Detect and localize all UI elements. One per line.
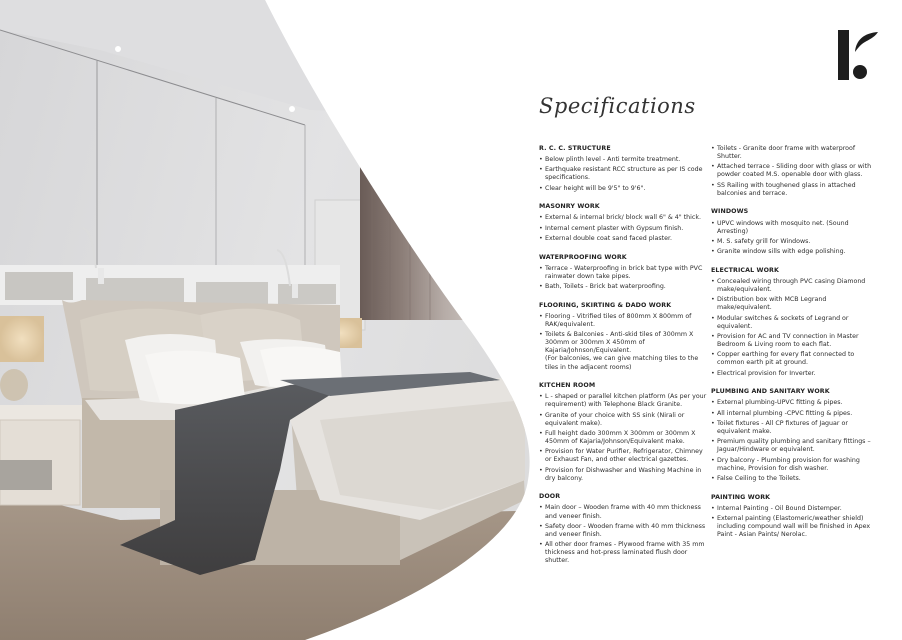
spec-item: • Earthquake resistant RCC structure as per IS code specifications. bbox=[539, 166, 709, 182]
spec-item: • Provision for Dishwasher and Washing Machine in dry balcony. bbox=[539, 467, 709, 483]
spec-item: • False Ceiling to the Toilets. bbox=[711, 475, 881, 483]
spec-item: • Terrace - Waterproofing in brick bat type with PVC rainwater down take pipes. bbox=[539, 265, 709, 281]
specifications-right-column bbox=[711, 145, 881, 550]
spec-item: • Concealed wiring through PVC casing Diamond make/equivalent. bbox=[711, 278, 881, 294]
spec-item: • Flooring - Vitrified tiles of 800mm X 800mm of RAK/equivalent. bbox=[539, 313, 709, 329]
spec-item: • Copper earthing for every flat connected to common earth pit at ground. bbox=[711, 351, 881, 367]
spec-note: (For balconies, we can give matching tiles to the tiles in the adjacent rooms) bbox=[545, 355, 699, 371]
section-title: FLOORING, SKIRTING & DADO WORK bbox=[539, 301, 672, 309]
spec-item: • Main door – Wooden frame with 40 mm thickness and veneer finish. bbox=[539, 504, 709, 520]
spec-item: • All other door frames - Plywood frame with 35 mm thickness and hot-press laminated flush door shutter. bbox=[539, 541, 709, 565]
spec-item: • Toilet fixtures - All CP fixtures of Jaguar or equivalent make. bbox=[711, 420, 881, 436]
spec-item: • All internal plumbing -CPVC fitting & pipes. bbox=[711, 410, 881, 418]
spec-item: • Toilets & Balconies - Anti-skid tiles of 300mm X 300mm or 300mm X 450mm of Kajaria/Johnson/Equivalent. bbox=[539, 331, 709, 355]
section-title: MASONRY WORK bbox=[539, 203, 600, 211]
spec-item: • Clear height will be 9'5" to 9'6". bbox=[539, 185, 709, 193]
spec-item: • Attached terrace - Sliding door with glass or with powder coated M.S. openable door with glass. bbox=[711, 163, 881, 179]
spec-item: • External & internal brick/ block wall 6" & 4" thick. bbox=[539, 214, 709, 222]
section-masonry-work bbox=[539, 203, 709, 243]
spec-item: • External double coat sand faced plaster. bbox=[539, 235, 709, 243]
section-title: PAINTING WORK bbox=[711, 493, 771, 501]
spec-item: • Granite of your choice with SS sink (Nirali or equivalent make). bbox=[539, 412, 709, 428]
section-electrical-work bbox=[711, 267, 881, 378]
section-kitchen-room bbox=[539, 382, 709, 483]
spec-item: • External plumbing-UPVC fitting & pipes. bbox=[711, 399, 881, 407]
spec-item: • External painting (Elastomeric/weather shield) including compound wall will be finished in Apex Paint - Asian Paints/ Nerolac. bbox=[711, 515, 881, 539]
spec-item: • Internal cement plaster with Gypsum finish. bbox=[539, 225, 709, 233]
section-flooring-skirting-dado bbox=[539, 302, 709, 372]
spec-item: • SS Railing with toughened glass in attached balconies and terrace. bbox=[711, 182, 881, 198]
brand-r-logo bbox=[836, 28, 880, 82]
spec-item: • Toilets - Granite door frame with waterproof Shutter. bbox=[711, 145, 881, 161]
section-title: KITCHEN ROOM bbox=[539, 382, 596, 390]
section-door bbox=[539, 493, 709, 565]
spec-item: • Electrical provision for Inverter. bbox=[711, 370, 881, 378]
section-windows bbox=[711, 208, 881, 256]
spec-item: • Provision for Water Purifier, Refrigerator, Chimney or Exhaust Fan, and other electrical gazettes. bbox=[539, 448, 709, 464]
specifications-left-column bbox=[539, 145, 709, 576]
spec-item: • Full height dado 300mm X 300mm or 300mm X 450mm of Kajaria/Johnson/Equivalent make. bbox=[539, 430, 709, 446]
section-rcc-structure bbox=[539, 145, 709, 193]
spec-item: • Premium quality plumbing and sanitary fittings – Jaguar/Hindware or equivalent. bbox=[711, 438, 881, 454]
section-title: R. C. C. STRUCTURE bbox=[539, 145, 611, 152]
spec-item: • Provision for AC and TV connection in Master Bedroom & Living room to each flat. bbox=[711, 333, 881, 349]
spec-item: • Distribution box with MCB Legrand make/equivalent. bbox=[711, 296, 881, 312]
spec-item: • Granite window sills with edge polishing. bbox=[711, 248, 881, 256]
section-title: WINDOWS bbox=[711, 208, 749, 216]
section-painting-work bbox=[711, 494, 881, 540]
spec-item: • Internal Painting - Oil Bound Distemper. bbox=[711, 505, 881, 513]
spec-item: • M. S. safety grill for Windows. bbox=[711, 238, 881, 246]
section-title: ELECTRICAL WORK bbox=[711, 266, 779, 274]
spec-item: • Bath, Toilets - Brick bat waterproofing. bbox=[539, 283, 709, 291]
page-title: Specifications bbox=[539, 94, 696, 118]
section-title: PLUMBING AND SANITARY WORK bbox=[711, 388, 830, 396]
spec-item: • Modular switches & sockets of Legrand or equivalent. bbox=[711, 315, 881, 331]
spec-item: • L - shaped or parallel kitchen platform (As per your requirement) with Telephone Black Granite. bbox=[539, 393, 709, 409]
spec-item: • Below plinth level - Anti termite treatment. bbox=[539, 156, 709, 164]
spec-item: • Safety door - Wooden frame with 40 mm thickness and veneer finish. bbox=[539, 523, 709, 539]
section-title: DOOR bbox=[539, 493, 561, 501]
section-plumbing-sanitary bbox=[711, 388, 881, 483]
spec-item: • Dry balcony - Plumbing provision for washing machine, Provision for dish washer. bbox=[711, 457, 881, 473]
section-waterproofing-work bbox=[539, 254, 709, 292]
section-title: WATERPROOFING WORK bbox=[539, 253, 627, 261]
spec-item: • UPVC windows with mosquito net. (Sound Arresting) bbox=[711, 220, 881, 236]
section-door-continued bbox=[711, 145, 881, 198]
